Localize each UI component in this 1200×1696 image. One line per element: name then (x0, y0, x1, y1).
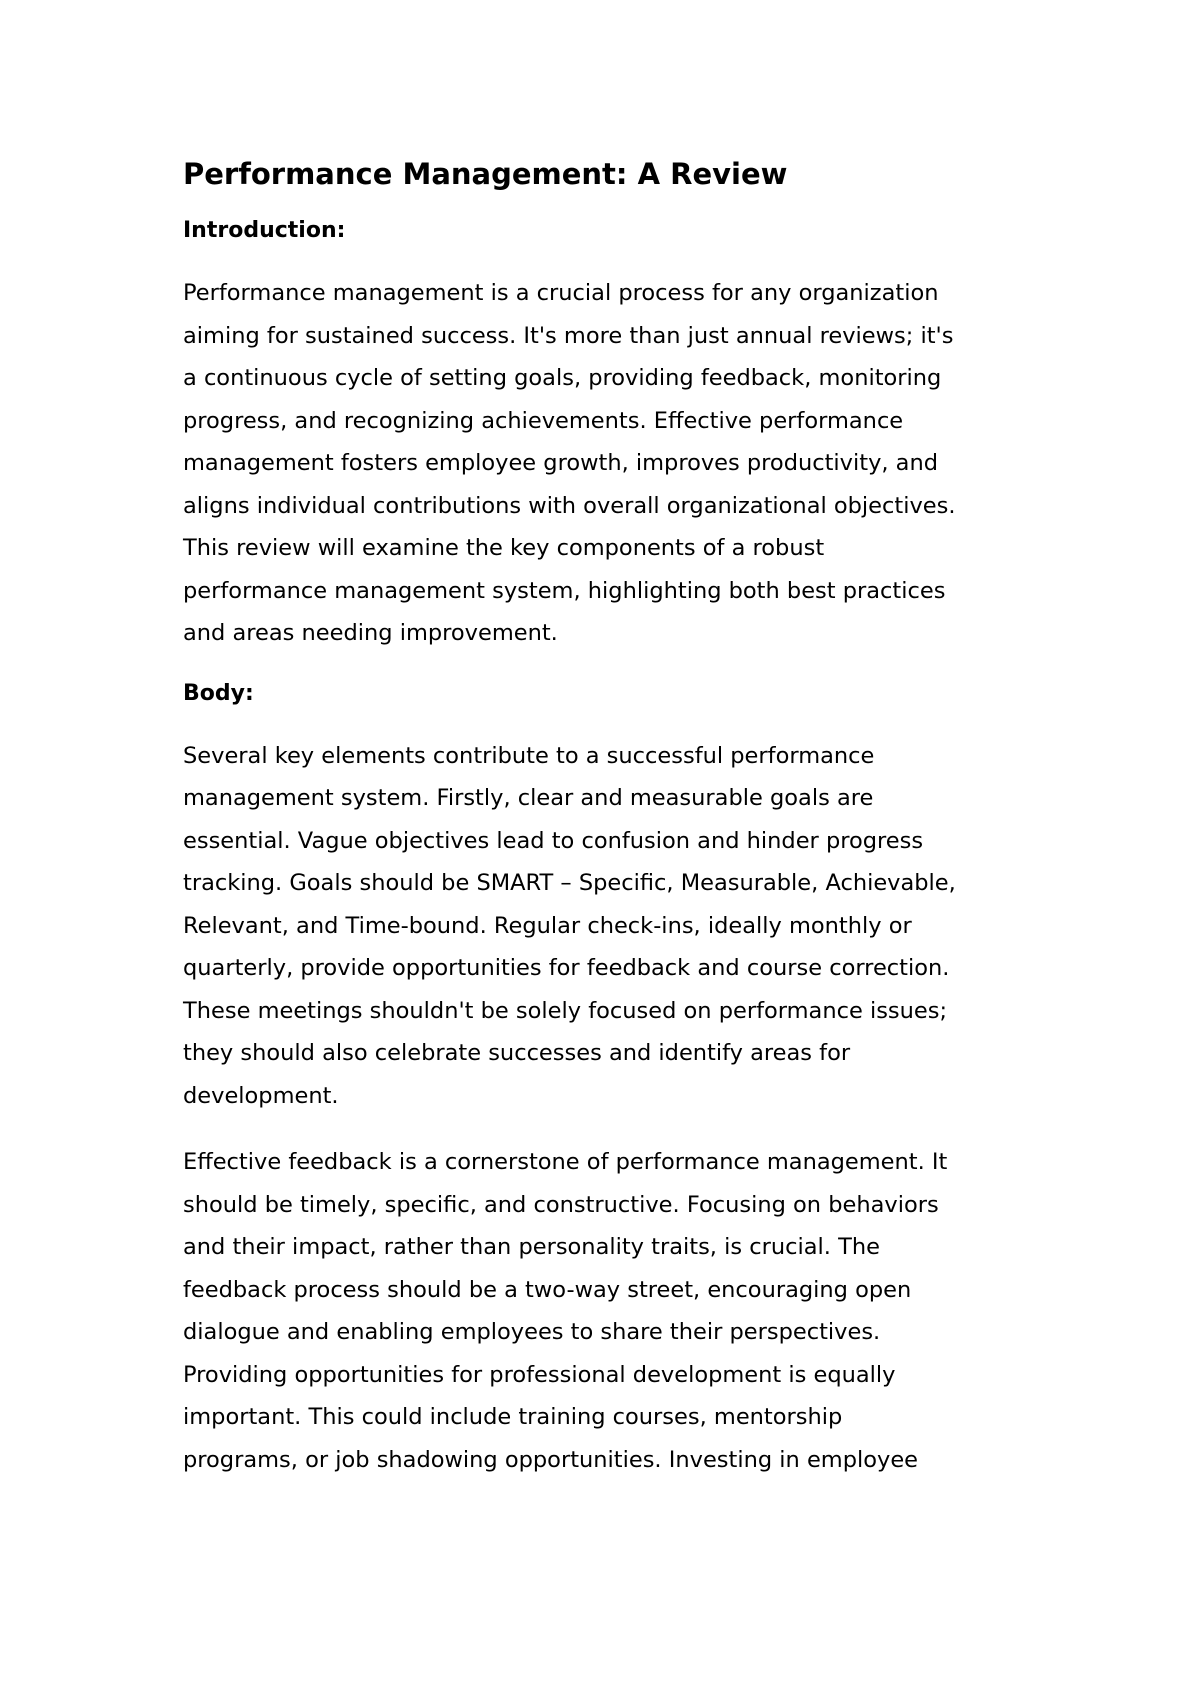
paragraph-line: development. (183, 1082, 339, 1109)
document-title: Performance Management: A Review (183, 157, 788, 191)
body-paragraph-2 (183, 1141, 1043, 1481)
document-content (183, 154, 1043, 1505)
paragraph-line: programs, or job shadowing opportunities. Investing in employee (183, 1446, 919, 1473)
body-heading: Body: (183, 680, 254, 706)
paragraph-line: Providing opportunities for professional development is equally (183, 1361, 896, 1388)
paragraph-line: should be timely, specific, and constructive. Focusing on behaviors (183, 1191, 939, 1218)
paragraph-line: dialogue and enabling employees to share their perspectives. (183, 1319, 881, 1345)
paragraph-line: This review will examine the key components of a robust (183, 535, 825, 561)
paragraph-line: aligns individual contributions with overall organizational objectives. (183, 492, 956, 519)
paragraph-line: quarterly, provide opportunities for feedback and course correction. (183, 955, 950, 981)
paragraph-line: management fosters employee growth, improves productivity, and (183, 450, 939, 476)
paragraph-line: they should also celebrate successes and identify areas for (183, 1040, 851, 1066)
paragraph-line: and areas needing improvement. (183, 620, 558, 646)
paragraph-line: Several key elements contribute to a successful performance (183, 742, 875, 769)
paragraph-line: important. This could include training courses, mentorship (183, 1404, 843, 1430)
paragraph-line: progress, and recognizing achievements. Effective performance (183, 407, 904, 434)
introduction-paragraph (183, 272, 1043, 655)
body-paragraph-1 (183, 735, 1043, 1118)
paragraph-line: Effective feedback is a cornerstone of performance management. It (183, 1149, 948, 1175)
paragraph-line: These meetings shouldn't be solely focused on performance issues; (183, 997, 948, 1024)
paragraph-line: management system. Firstly, clear and measurable goals are (183, 785, 874, 811)
paragraph-line: feedback process should be a two-way street, encouraging open (183, 1276, 912, 1303)
paragraph-line: Relevant, and Time-bound. Regular check-ins, ideally monthly or (183, 912, 912, 939)
paragraph-line: and their impact, rather than personality traits, is crucial. The (183, 1234, 880, 1260)
paragraph-line: tracking. Goals should be SMART – Specific, Measurable, Achievable, (183, 870, 956, 896)
paragraph-line: Performance management is a crucial process for any organization (183, 280, 939, 306)
paragraph-line: essential. Vague objectives lead to confusion and hinder progress (183, 827, 924, 854)
paragraph-line: performance management system, highlighting both best practices (183, 577, 946, 604)
paragraph-line: a continuous cycle of setting goals, providing feedback, monitoring (183, 365, 942, 391)
paragraph-line: aiming for sustained success. It's more than just annual reviews; it's (183, 322, 954, 349)
introduction-heading: Introduction: (183, 218, 346, 243)
